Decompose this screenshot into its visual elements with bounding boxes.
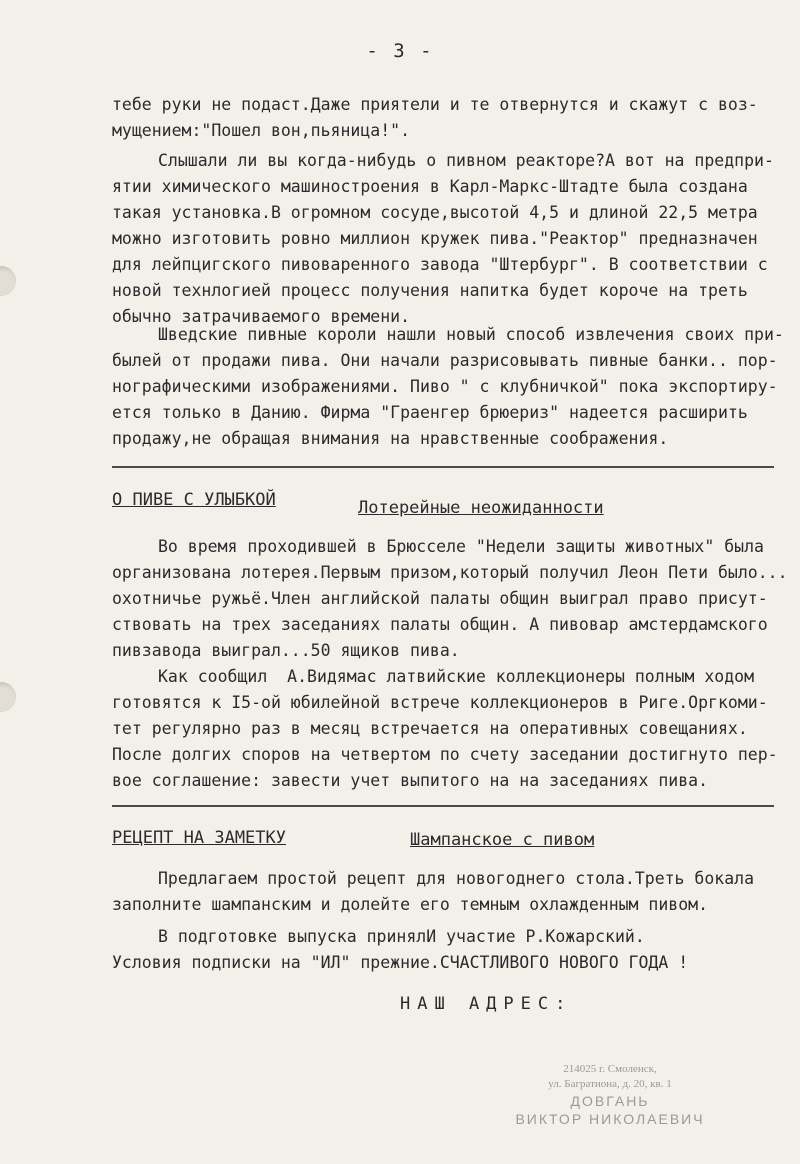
section-divider — [112, 805, 774, 807]
text-line: Условия подписки на "ИЛ" прежние.СЧАСТЛИВОГО НОВОГО ГОДА ! — [112, 953, 689, 972]
paragraph-collectors — [112, 664, 778, 794]
section-heading: РЕЦЕПТ НА ЗАМЕТКУ — [112, 828, 286, 848]
stamp-line: ВИКТОР НИКОЛАЕВИЧ — [515, 1111, 705, 1127]
section-heading: О ПИВЕ С УЛЫБКОЙ — [112, 490, 276, 510]
stamp-line: ул. Багратиона, д. 20, кв. 1 — [548, 1078, 672, 1090]
paragraph-credits — [112, 924, 772, 976]
text-line: В подготовке выпуска принялИ участие Р.Кожарский. — [158, 927, 645, 946]
paragraph-recipe — [112, 866, 772, 918]
text-line: ется только в Данию. Фирма "Граенгер брюериз" надеется расширить — [112, 403, 748, 422]
stamp-line: ДОВГАНЬ — [570, 1093, 650, 1109]
text-line: вое соглашение: завести учет выпитого на на заседаниях пива. — [112, 771, 709, 790]
text-line: заполните шампанским и долейте его темным охлажденным пивом. — [112, 895, 709, 914]
text-line: готовятся к I5-ой юбилейной встрече коллекционеров в Риге.Оргкоми- — [112, 693, 768, 712]
text-line: мущением:"Пошел вон,пьяница!". — [112, 121, 411, 140]
stamp-line: 214025 г. Смоленск, — [563, 1063, 657, 1075]
text-line: ятии химического машиностроения в Карл-Маркс-Штадте была создана — [112, 177, 748, 196]
page-number: - 3 - — [366, 40, 434, 62]
address-stamp — [490, 1062, 730, 1128]
paragraph-swedish-beer — [112, 322, 784, 452]
text-line: тет регулярно раз в месяц встречается на оперативных совещаниях. — [112, 719, 748, 738]
address-label: НАШ АДРЕС: — [400, 994, 573, 1014]
text-line: былей от продажи пива. Они начали разрисовывать пивные банки.. пор- — [112, 351, 778, 370]
text-line: новой технлогией процесс получения напитка будет короче на треть — [112, 281, 748, 300]
text-line: продажу,не обращая внимания на нравственные соображения. — [112, 429, 669, 448]
punch-hole — [0, 266, 16, 296]
text-line: Слышали ли вы когда-нибудь о пивном реакторе?А вот на предпри- — [158, 151, 774, 170]
section-subheading: Шампанское с пивом — [410, 830, 595, 850]
paragraph-lottery — [112, 534, 788, 664]
text-line: такая установка.В огромном сосуде,высотой 4,5 и длиной 22,5 метра — [112, 203, 758, 222]
text-line: пивзавода выиграл...50 ящиков пива. — [112, 641, 460, 660]
text-line: Шведские пивные короли нашли новый способ извлечения своих при- — [158, 325, 784, 344]
text-line: тебе руки не подаст.Даже приятели и те отвернутся и скажут с воз- — [112, 95, 758, 114]
text-line: Во время проходившей в Брюсселе "Недели защиты животных" была — [158, 537, 764, 556]
text-line: Как сообщил А.Видямас латвийские коллекционеры полным ходом — [158, 667, 755, 686]
paragraph-beer-reactor — [112, 148, 772, 330]
text-line: Предлагаем простой рецепт для новогоднего стола.Треть бокала — [158, 869, 755, 888]
text-line: нографическими изображениями. Пиво " с клубничкой" пока экспортиру- — [112, 377, 778, 396]
section-divider — [112, 466, 774, 468]
text-line: организована лотерея.Первым призом,который получил Леон Пети было... — [112, 563, 788, 582]
punch-hole — [0, 682, 16, 712]
text-line: обычно затрачиваемого времени. — [112, 307, 411, 326]
section-subheading: Лотерейные неожиданности — [358, 498, 604, 518]
text-line: После долгих споров на четвертом по счету заседании достигнуто пер- — [112, 745, 778, 764]
text-line: можно изготовить ровно миллион кружек пива."Реактор" предназначен — [112, 229, 758, 248]
text-line: ствовать на трех заседаниях палаты общин. А пивовар амстердамского — [112, 615, 768, 634]
paragraph-intro-end — [112, 92, 772, 144]
text-line: охотничье ружьё.Член английской палаты общин выиграл право присут- — [112, 589, 768, 608]
text-line: для лейпцигского пивоваренного завода "Штербург". В соответствии с — [112, 255, 768, 274]
